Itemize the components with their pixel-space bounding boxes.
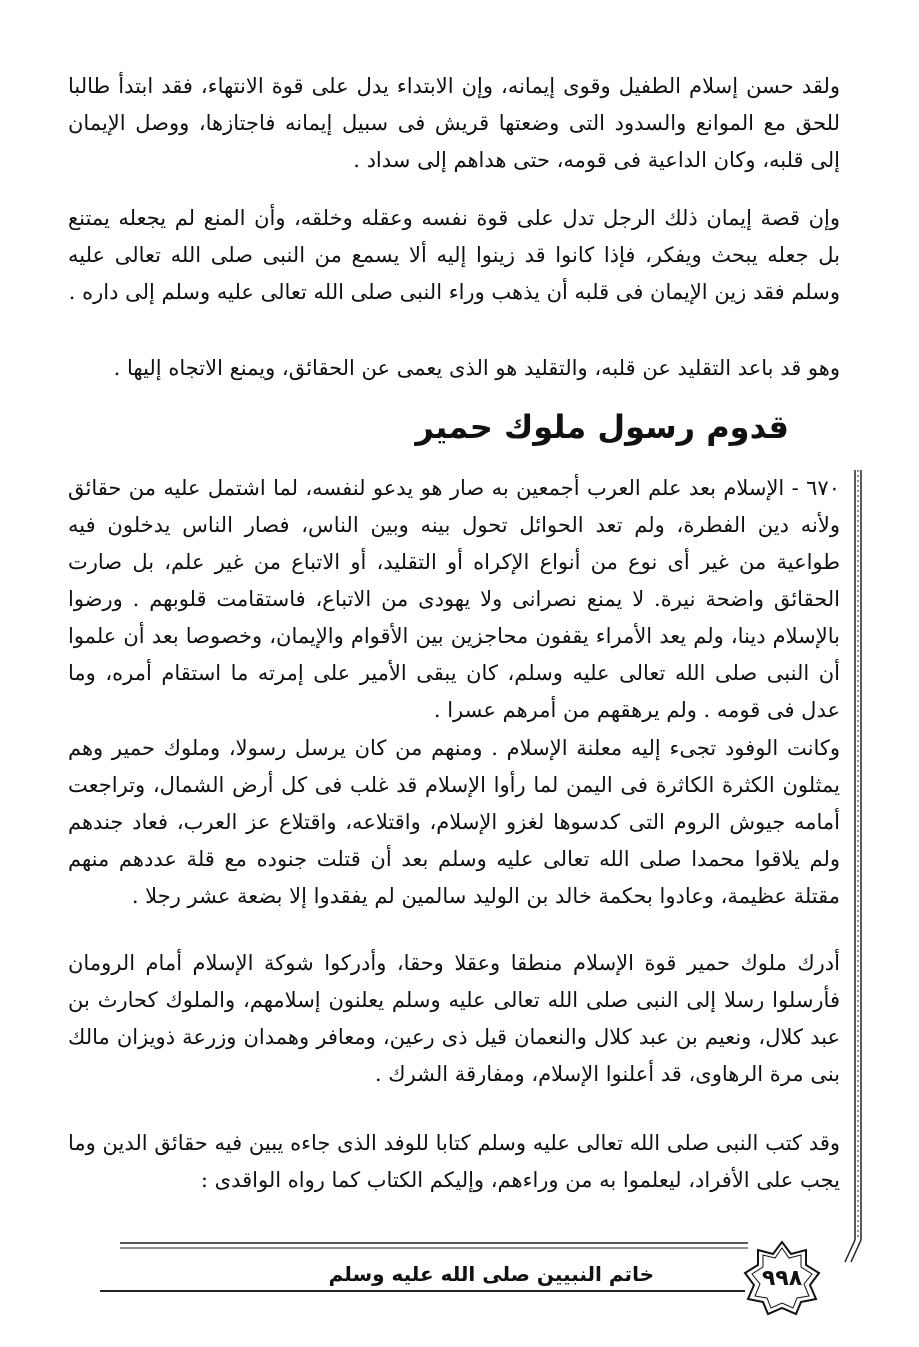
paragraph-man-faith-story: وإن قصة إيمان ذلك الرجل تدل على قوة نفسه وعقله وخلقه، وأن المنع لم يجعله يمتنع بل جعله يبحث ويفكر، فإذا كانوا قد زينوا إليه ألا يسمع من النبى صلى الله تعالى عليه وسلم فقد زين الإيمان فى قلبه أن يذهب وراء النبى صلى الله تعالى عليه وسلم إلى داره . (68, 206, 840, 304)
book-title: خاتم النبيين صلى الله عليه وسلم (328, 1262, 654, 1286)
paragraph-imitation: وهو قد باعد التقليد عن قلبه، والتقليد هو الذى يعمى عن الحقائق، ويمنع الاتجاه إليها . (113, 356, 840, 380)
paragraph-670-islam-spread: ٦٧٠ - الإسلام بعد علم العرب أجمعين به صار هو يدعو لنفسه، لما اشتمل عليه من حقائق ولأنه دين الفطرة، ولم تعد الحوائل تحول بينه وبين الناس، فصار الناس يدخلون فيه طواعية من غير أى نوع من أنواع الإكراه أو التقليد، أو الاتباع من غير علم، بل صارت الحقائق واضحة نيرة. لا يمنع نصرانى ولا يهودى من الاتباع، فاستقامت قلوبهم . ورضوا بالإسلام دينا، ولم يعد الأمراء يقفون محاجزين بين الأقوام والإيمان، وخصوصا بعد أن علموا أن النبى صلى الله تعالى عليه وسلم، كان يبقى الأمير على إمرته ما استقام أمره، وما عدل فى قومه . ولم يرهقهم من أمرهم عسرا . (68, 476, 840, 722)
paragraph-himyar-kings: أدرك ملوك حمير قوة الإسلام منطقا وعقلا وحقا، وأدركوا شوكة الإسلام أمام الرومان فأرسلوا رسلا إلى النبى صلى الله تعالى عليه وسلم يعلنون إسلامهم، والملوك كحارث بن عبد كلال، ونعيم بن عبد كلال والنعمان قيل ذى رعين، ومعافر وهمدان وزرعة ذويزان مالك بنى مرة الرهاوى، قد أعلنوا الإسلام، ومفارقة الشرك . (68, 951, 840, 1086)
paragraph-prophet-letter: وقد كتب النبى صلى الله تعالى عليه وسلم كتابا للوفد الذى جاءه يبين فيه حقائق الدين وما يجب على الأفراد، ليعلموا به من وراءهم، وإليكم الكتاب كما رواه الواقدى : (68, 1131, 840, 1192)
section-heading: قدوم رسول ملوك حمير (415, 408, 789, 446)
paragraph-tufayl-islam: ولقد حسن إسلام الطفيل وقوى إيمانه، وإن الابتداء يدل على قوة الانتهاء، فقد ابتدأ طالبا للحق مع الموانع والسدود التى وضعتها قريش فى سبيل إيمانه فاجتازها، ووصل الإيمان إلى قلبه، وكان الداعية فى قومه، حتى هداهم إلى سداد . (68, 74, 840, 172)
paragraph-delegations: وكانت الوفود تجىء إليه معلنة الإسلام . ومنهم من كان يرسل رسولا، وملوك حمير وهم يمثلون الكثرة الكاثرة فى اليمن لما رأوا الإسلام قد غلب فى كل أرض الشمال، وتراجعت أمامه جيوش الروم التى كدسوها لغزو الإسلام، واقتلاعه، واقتلاع عز العرب، فعاد جندهم ولم يلاقوا محمدا صلى الله تعالى عليه وسلم بعد أن قتلت جنوده مع قلة عددهم منهم مقتلة عظيمة، وعادوا بحكمة خالد بن الوليد سالمين لم يفقدوا إلا بضعة عشر رجلا . (68, 736, 840, 908)
page-number: ٩٩٨ (761, 1265, 803, 1291)
